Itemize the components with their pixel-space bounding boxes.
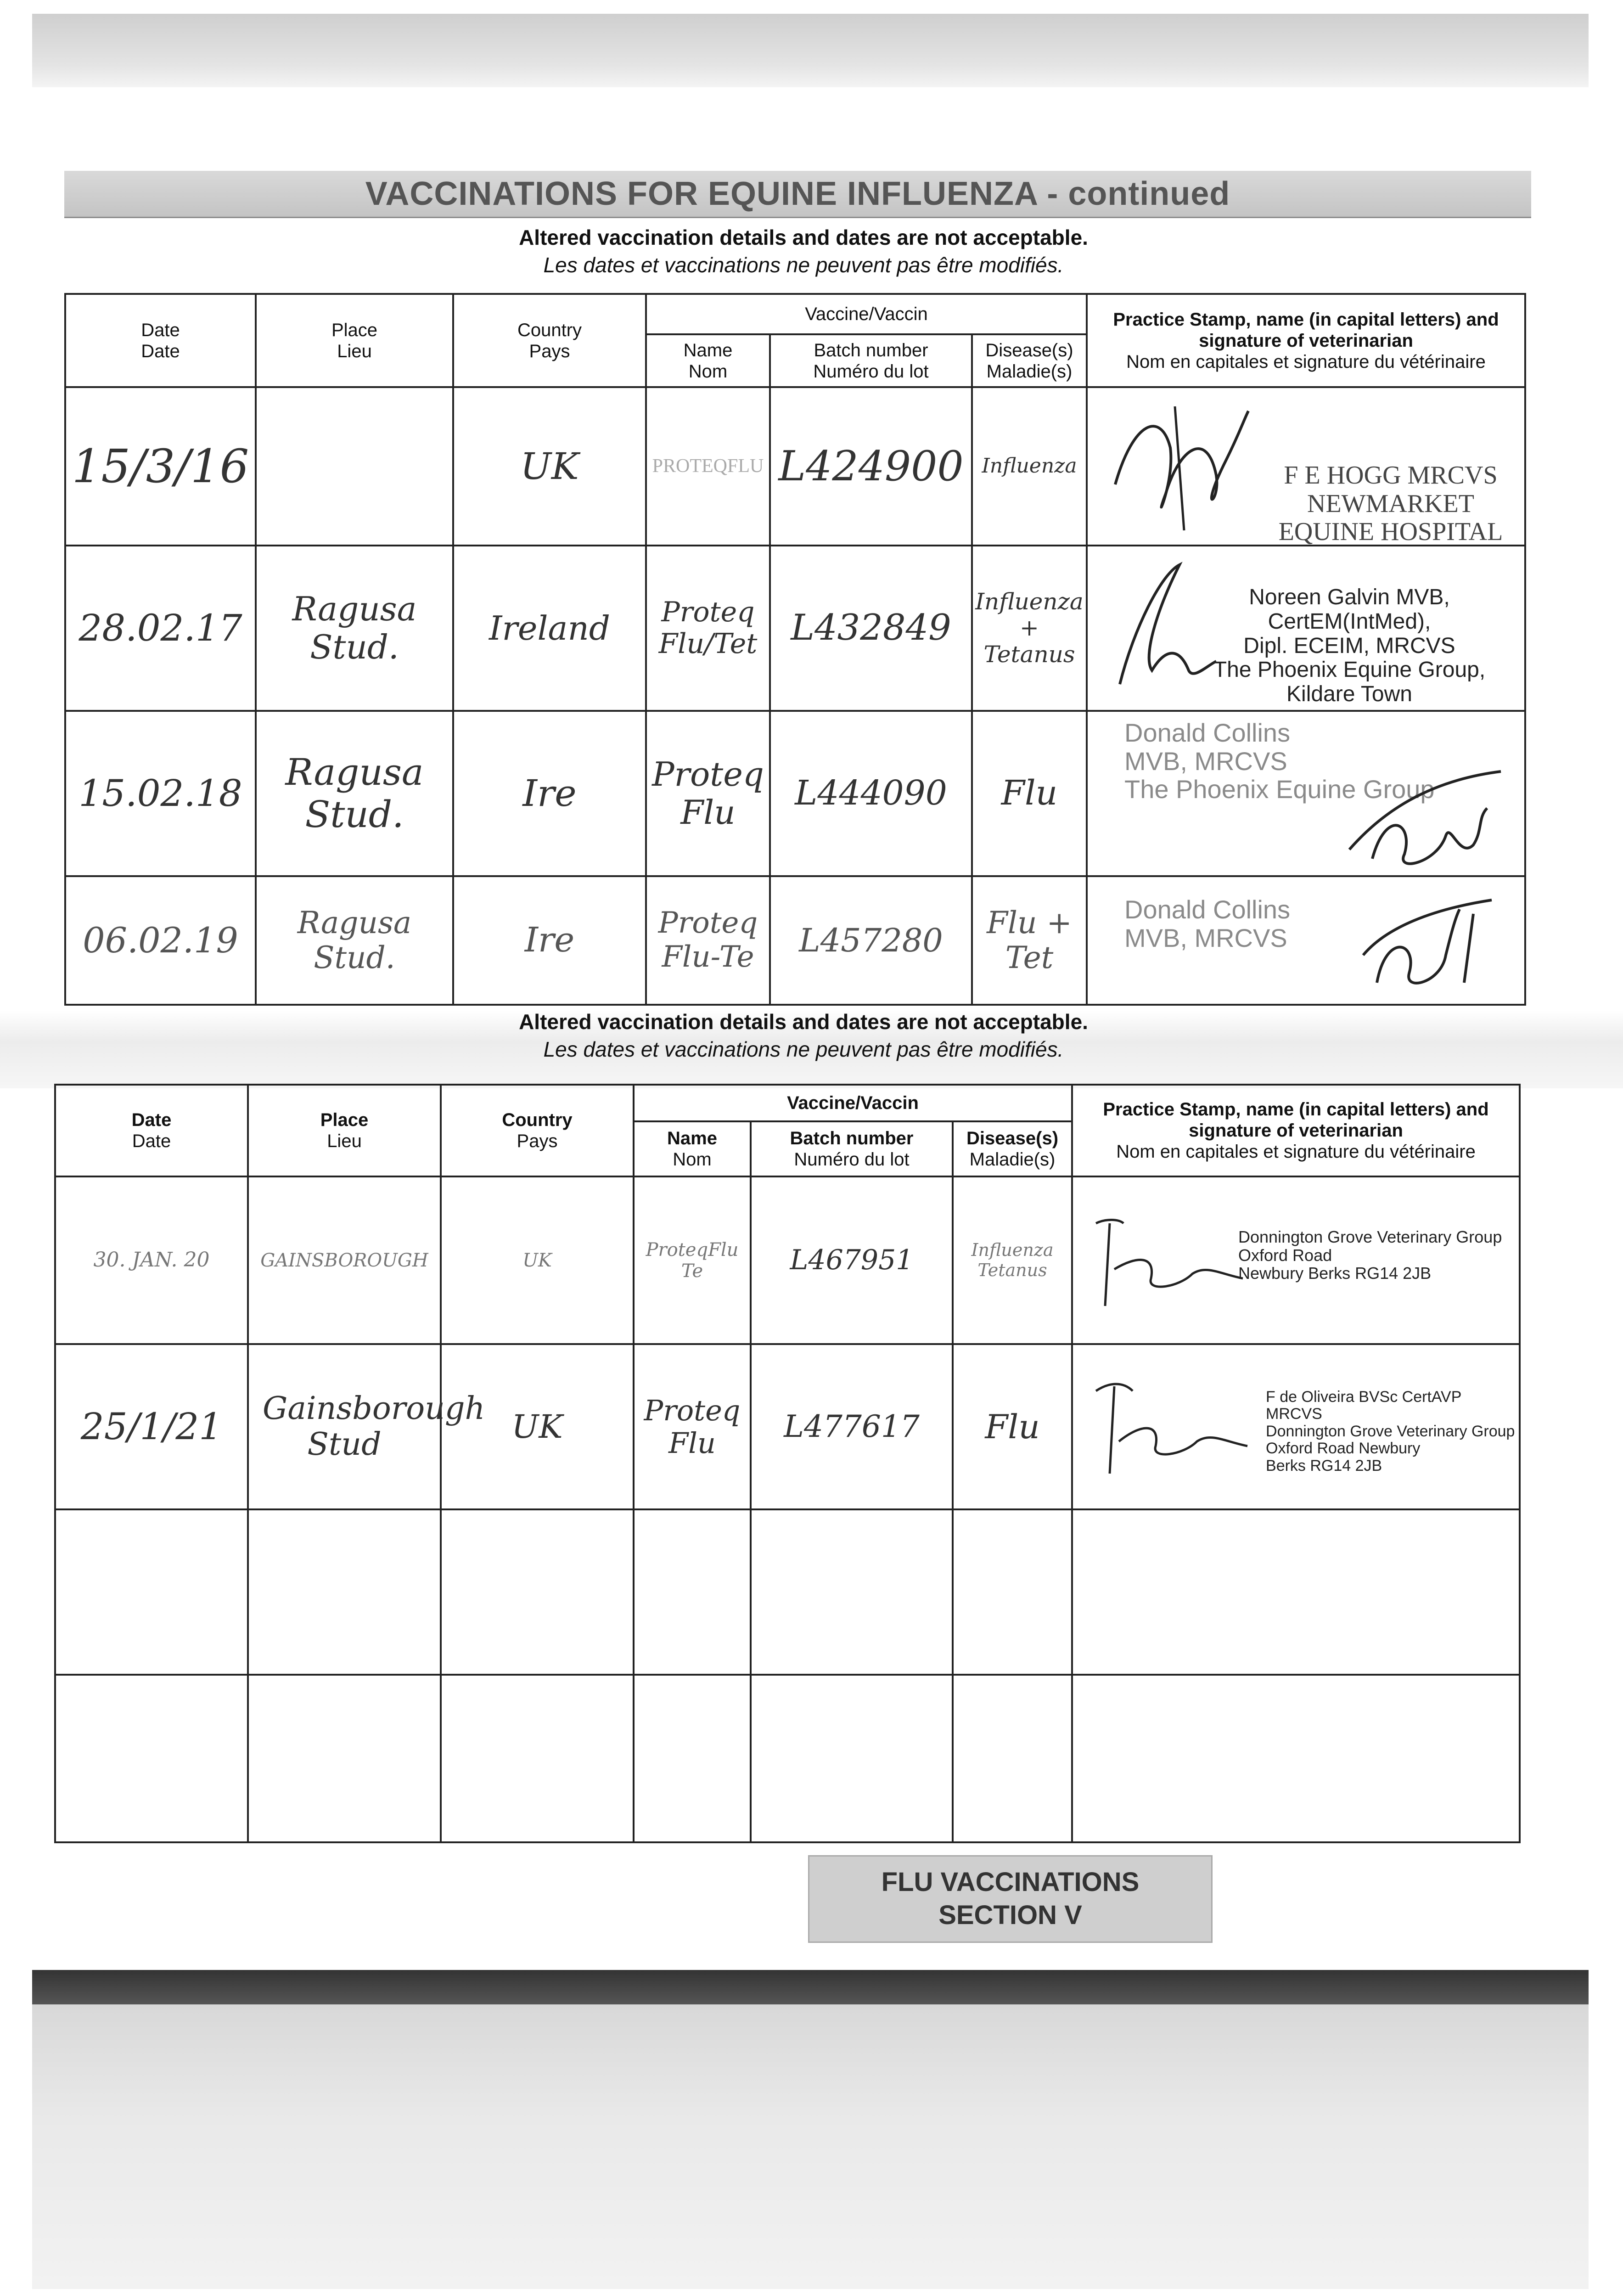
table-row — [65, 546, 1525, 711]
entry-country: UK — [511, 1407, 563, 1446]
entry-place: GAINSBOROUGH — [260, 1249, 428, 1271]
entry-date: 28.02.17 — [79, 607, 242, 649]
header-batch-number: Batch number Numéro du lot — [770, 334, 972, 387]
section-line-1: FLU VACCINATIONS — [881, 1867, 1140, 1897]
empty-cell — [634, 1509, 751, 1675]
entry-disease: Influenza + Tetanus — [975, 588, 1084, 668]
table-row — [65, 711, 1525, 876]
signature-mark — [1359, 891, 1496, 992]
stamp-cell — [1087, 546, 1525, 711]
entry-country: UK — [520, 445, 579, 488]
header-practice-stamp: Practice Stamp, name (in capital letters) and signature of veterinarian Nom en capitales et signature du vétérinaire — [1087, 294, 1525, 387]
signature-mark — [1087, 1214, 1252, 1315]
entry-vaccine: Proteq Flu-Te — [658, 906, 758, 974]
practice-stamp: Donald Collins MVB, MRCVS — [1124, 895, 1291, 952]
header-place: Place Lieu — [248, 1085, 441, 1176]
notice-french: Les dates et vaccinations ne peuvent pas être modifiés. — [543, 253, 1064, 277]
signature-mark — [1345, 753, 1510, 872]
header-disease: Disease(s) Maladie(s) — [953, 1121, 1072, 1176]
entry-place: Ragusa Stud. — [292, 590, 417, 666]
header-country: Country Pays — [453, 294, 646, 387]
stamp-cell — [1087, 876, 1525, 1005]
table-row — [55, 1344, 1520, 1509]
signature-mark — [1106, 393, 1258, 540]
header-vaccine: Vaccine/Vaccin — [634, 1085, 1072, 1121]
notice-english: Altered vaccination details and dates are not acceptable. — [519, 225, 1088, 249]
empty-cell — [751, 1509, 953, 1675]
table-row — [55, 1509, 1520, 1675]
table-row — [65, 387, 1525, 546]
entry-disease: Flu — [985, 1407, 1040, 1446]
entry-batch: L477617 — [784, 1409, 920, 1445]
header-batch-number: Batch number Numéro du lot — [751, 1121, 953, 1176]
entry-vaccine: ProteqFlu Te — [646, 1239, 739, 1282]
table-row — [55, 1675, 1520, 1842]
entry-vaccine: Proteq Flu — [644, 1393, 741, 1460]
empty-cell — [953, 1509, 1072, 1675]
table-row — [65, 876, 1525, 1005]
entry-disease: Influenza Tetanus — [971, 1239, 1054, 1280]
entry-disease: Flu — [1001, 773, 1058, 813]
header-country: Country Pays — [441, 1085, 634, 1176]
page-title: VACCINATIONS FOR EQUINE INFLUENZA - continued — [365, 175, 1230, 212]
notice-english: Altered vaccination details and dates are not acceptable. — [519, 1010, 1088, 1034]
scan-bottom-band — [32, 2004, 1589, 2289]
header-vaccine-name: Name Nom — [634, 1121, 751, 1176]
entry-country: Ire — [524, 920, 575, 960]
empty-cell — [1072, 1675, 1520, 1842]
header-date: Date Date — [65, 294, 256, 387]
practice-stamp: Noreen Galvin MVB, CertEM(IntMed), Dipl. ECEIM, MRCVS The Phoenix Equine Group, Kildare Town — [1213, 585, 1486, 707]
notice-french: Les dates et vaccinations ne peuvent pas être modifiés. — [543, 1037, 1064, 1061]
entry-batch: L457280 — [799, 921, 943, 959]
entry-vaccine: Proteq Flu/Tet — [658, 596, 758, 660]
entry-place: Ragusa Stud. — [297, 905, 412, 975]
stamp-cell — [1087, 387, 1525, 546]
practice-stamp: Donnington Grove Veterinary Group Oxford Road Newbury Berks RG14 2JB — [1238, 1227, 1502, 1283]
entry-batch: L444090 — [795, 773, 947, 813]
stamp-cell — [1072, 1176, 1520, 1344]
entry-disease: Influenza — [982, 454, 1077, 478]
scan-bottom-bar — [32, 1970, 1589, 2004]
vaccination-table-2 — [54, 1084, 1521, 1843]
empty-cell — [1072, 1509, 1520, 1675]
header-place: Place Lieu — [256, 294, 453, 387]
entry-place: Ragusa Stud. — [285, 751, 424, 836]
header-disease: Disease(s) Maladie(s) — [972, 334, 1087, 387]
empty-cell — [441, 1509, 634, 1675]
empty-cell — [248, 1675, 441, 1842]
table-row — [55, 1176, 1520, 1344]
entry-vaccine: PROTEQFLU — [652, 456, 764, 477]
stamp-cell — [1072, 1344, 1520, 1509]
empty-cell — [953, 1675, 1072, 1842]
empty-cell — [441, 1675, 634, 1842]
signature-mark — [1087, 1373, 1252, 1483]
header-practice-stamp: Practice Stamp, name (in capital letters) and signature of veterinarian Nom en capitales et signature du vétérinaire — [1072, 1085, 1520, 1176]
empty-cell — [248, 1509, 441, 1675]
entry-batch: L432849 — [791, 607, 951, 649]
entry-country: UK — [522, 1249, 552, 1271]
entry-country: Ireland — [489, 608, 610, 647]
header-vaccine: Vaccine/Vaccin — [646, 294, 1087, 334]
section-label — [808, 1855, 1213, 1943]
practice-stamp: Donald Collins MVB, MRCVS The Phoenix Equine Group — [1124, 718, 1435, 804]
entry-date: 06.02.19 — [83, 920, 238, 961]
empty-cell — [751, 1675, 953, 1842]
stamp-cell — [1087, 711, 1525, 876]
entry-date: 25/1/21 — [80, 1405, 223, 1448]
empty-cell — [55, 1509, 248, 1675]
scan-top-band — [32, 14, 1589, 87]
entry-batch: L424900 — [778, 442, 964, 490]
header-date: Date Date — [55, 1085, 248, 1176]
entry-batch: L467951 — [790, 1244, 914, 1276]
header-vaccine-name: Name Nom — [646, 334, 770, 387]
entry-vaccine: Proteq Flu — [652, 755, 764, 832]
entry-place: Gainsborough Stud — [263, 1390, 485, 1463]
entry-disease: Flu + Tet — [987, 905, 1072, 975]
empty-cell — [634, 1675, 751, 1842]
section-line-2: SECTION V — [938, 1900, 1082, 1930]
entry-date: 30. JAN. 20 — [93, 1248, 210, 1272]
entry-country: Ire — [522, 772, 577, 815]
entry-date: 15/3/16 — [72, 439, 249, 493]
practice-stamp: F de Oliveira BVSc CertAVP MRCVS Donnington Grove Veterinary Group Oxford Road Newbury Berks RG14 2JB — [1266, 1388, 1515, 1474]
vaccination-table-1 — [64, 293, 1526, 1006]
practice-stamp: F E HOGG MRCVS NEWMARKET EQUINE HOSPITAL — [1278, 461, 1503, 546]
empty-cell — [55, 1675, 248, 1842]
entry-date: 15.02.18 — [79, 772, 242, 815]
